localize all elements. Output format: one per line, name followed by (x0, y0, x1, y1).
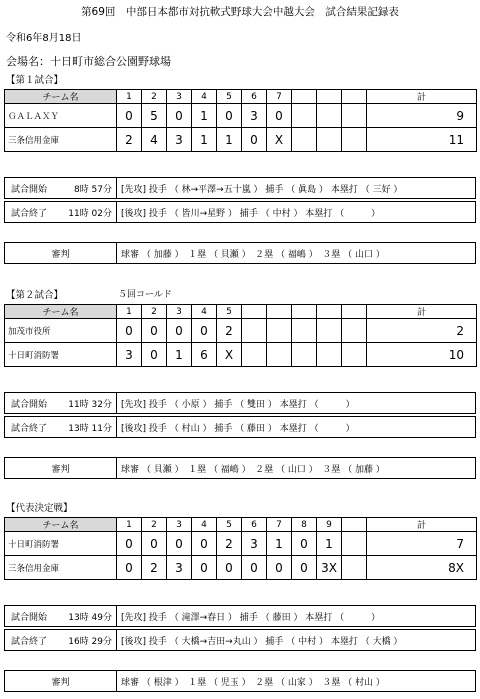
end-time: 11時 02分 (68, 208, 112, 219)
inning-header: 9 (317, 518, 342, 532)
inning-score: 3 (167, 128, 192, 152)
scoreboard-table (4, 517, 477, 580)
end-label: 試合終了 (11, 208, 48, 219)
venue-name: 会場名：十日町市総合公園野球場 (6, 55, 171, 68)
inning-header (317, 305, 342, 319)
game-start-row (4, 392, 476, 414)
inning-score: 0 (192, 532, 217, 556)
inning-score (292, 343, 317, 367)
inning-score: 0 (292, 532, 317, 556)
team-total: 7 (367, 532, 477, 556)
end-label: 試合終了 (11, 423, 48, 434)
inning-score: 4 (142, 128, 167, 152)
inning-score: 0 (117, 319, 142, 343)
inning-score: 1 (192, 104, 217, 128)
inning-header: 5 (217, 305, 242, 319)
home-battery: [後攻] 投手 （ 皆川→星野 ） 捕手 （ 中村 ） 本塁打 （ ） (121, 208, 381, 219)
inning-score (342, 343, 367, 367)
visitor-battery: [先攻] 投手 （ 林→平澤→五十嵐 ） 捕手 （ 眞島 ） 本塁打 （ 三好 ） (121, 184, 403, 195)
scoreboard-table (4, 89, 477, 152)
inning-score: 3X (317, 556, 342, 580)
inning-score (292, 104, 317, 128)
team-name: ＧＡＬＡＸＹ (5, 104, 117, 128)
inning-score (317, 128, 342, 152)
team-total: 11 (367, 128, 477, 152)
team-row (5, 319, 477, 343)
inning-score: 2 (142, 556, 167, 580)
inning-score: 0 (142, 319, 167, 343)
game-label: 【代表決定戦】 (6, 503, 73, 514)
umpire-row (4, 242, 476, 264)
inning-header (267, 305, 292, 319)
inning-header: 7 (267, 90, 292, 104)
inning-score: 2 (217, 532, 242, 556)
scoreboard-table (4, 304, 477, 367)
team-total: 8X (367, 556, 477, 580)
umpire-list: 球審 （ 根津 ） １塁 （ 児玉 ） ２塁 （ 山家 ） ３塁 （ 村山 ） (121, 677, 385, 688)
inning-score: 2 (217, 319, 242, 343)
inning-header: 1 (117, 90, 142, 104)
inning-header: 1 (117, 305, 142, 319)
inning-score: 0 (167, 532, 192, 556)
game-label: 【第１試合】 (6, 75, 64, 86)
inning-score (342, 532, 367, 556)
start-time: 8時 57分 (73, 184, 112, 195)
inning-header (242, 305, 267, 319)
inning-header: 4 (192, 305, 217, 319)
inning-score (242, 319, 267, 343)
inning-header: 7 (267, 518, 292, 532)
inning-score: 0 (267, 104, 292, 128)
game-note: ５回コールド (118, 290, 172, 300)
umpire-row (4, 457, 476, 479)
inning-header: 5 (217, 518, 242, 532)
umpire-label: 審判 (51, 464, 70, 475)
total-header: 計 (367, 90, 477, 104)
team-name: 加茂市役所 (5, 319, 117, 343)
scoreboard-header-row (5, 90, 477, 104)
inning-score: 0 (292, 556, 317, 580)
start-label: 試合開始 (11, 184, 48, 195)
inning-score (267, 343, 292, 367)
inning-score: 0 (192, 319, 217, 343)
umpire-label: 審判 (51, 677, 70, 688)
inning-header (342, 90, 367, 104)
inning-score: 0 (142, 343, 167, 367)
home-battery: [後攻] 投手 （ 大橋→吉田→丸山 ） 捕手 （ 中村 ） 本塁打 （ 大橋 ） (121, 636, 403, 647)
inning-header (342, 518, 367, 532)
inning-header: 3 (167, 305, 192, 319)
umpire-list: 球審 （ 貝瀬 ） １塁 （ 福嶋 ） ２塁 （ 山口 ） ３塁 （ 加藤 ） (121, 464, 385, 475)
inning-score: 3 (242, 104, 267, 128)
inning-score: 0 (117, 532, 142, 556)
team-name: 十日町消防署 (5, 343, 117, 367)
end-label: 試合終了 (11, 636, 48, 647)
inning-score: 1 (317, 532, 342, 556)
inning-score: 0 (242, 128, 267, 152)
total-header: 計 (367, 518, 477, 532)
team-row (5, 104, 477, 128)
inning-score: 0 (242, 556, 267, 580)
start-time: 11時 32分 (68, 399, 112, 410)
inning-header: 3 (167, 518, 192, 532)
game-end-row (4, 629, 476, 651)
inning-header: 2 (142, 90, 167, 104)
inning-score: 3 (117, 343, 142, 367)
end-time: 13時 11分 (68, 423, 112, 434)
team-row (5, 556, 477, 580)
inning-score: 0 (267, 556, 292, 580)
inning-score: 5 (142, 104, 167, 128)
inning-header: 2 (142, 305, 167, 319)
inning-score: 0 (167, 319, 192, 343)
game-start-row (4, 177, 476, 199)
inning-score (317, 343, 342, 367)
inning-score: 3 (242, 532, 267, 556)
inning-header: 6 (242, 518, 267, 532)
inning-score: 0 (167, 104, 192, 128)
inning-score: 0 (192, 556, 217, 580)
start-label: 試合開始 (11, 612, 48, 623)
scoreboard-header-row (5, 518, 477, 532)
game-label: 【第２試合】 (6, 290, 64, 301)
inning-score: 0 (217, 104, 242, 128)
inning-score (342, 319, 367, 343)
inning-header: 5 (217, 90, 242, 104)
total-header: 計 (367, 305, 477, 319)
team-header: チーム名 (5, 305, 117, 319)
inning-score: X (267, 128, 292, 152)
inning-score (242, 343, 267, 367)
document-title: 第69回 中部日本都市対抗軟式野球大会中越大会 試合結果記録表 (81, 6, 399, 18)
team-name: 三条信用金庫 (5, 556, 117, 580)
team-total: 2 (367, 319, 477, 343)
inning-header (292, 90, 317, 104)
inning-header: 4 (192, 518, 217, 532)
inning-score: X (217, 343, 242, 367)
team-header: チーム名 (5, 90, 117, 104)
scoreboard-header-row (5, 305, 477, 319)
inning-score: 1 (167, 343, 192, 367)
visitor-battery: [先攻] 投手 （ 滝澤→春日 ） 捕手 （ 藤田 ） 本塁打 （ ） (121, 612, 381, 623)
game-start-row (4, 605, 476, 627)
inning-header: 1 (117, 518, 142, 532)
inning-score (292, 128, 317, 152)
game-end-row (4, 201, 476, 223)
team-row (5, 128, 477, 152)
inning-score: 1 (267, 532, 292, 556)
inning-header (342, 305, 367, 319)
inning-score (317, 319, 342, 343)
inning-score: 6 (192, 343, 217, 367)
end-time: 16時 29分 (68, 636, 112, 647)
inning-score (342, 556, 367, 580)
inning-header: 4 (192, 90, 217, 104)
inning-score: 0 (117, 556, 142, 580)
start-label: 試合開始 (11, 399, 48, 410)
inning-score: 1 (192, 128, 217, 152)
inning-score (317, 104, 342, 128)
inning-score: 2 (117, 128, 142, 152)
umpire-list: 球審 （ 加藤 ） １塁 （ 貝瀬 ） ２塁 （ 福嶋 ） ３塁 （ 山口 ） (121, 249, 385, 260)
inning-score (342, 128, 367, 152)
inning-score (292, 319, 317, 343)
team-name: 三条信用金庫 (5, 128, 117, 152)
inning-header: 6 (242, 90, 267, 104)
inning-header (317, 90, 342, 104)
game-date: 令和6年8月18日 (6, 33, 82, 44)
inning-header (292, 305, 317, 319)
inning-score (342, 104, 367, 128)
inning-score: 0 (142, 532, 167, 556)
inning-score (267, 319, 292, 343)
team-total: 9 (367, 104, 477, 128)
team-total: 10 (367, 343, 477, 367)
team-row (5, 343, 477, 367)
inning-header: 3 (167, 90, 192, 104)
inning-score: 3 (167, 556, 192, 580)
visitor-battery: [先攻] 投手 （ 小原 ） 捕手 （ 雙田 ） 本塁打 （ ） (121, 399, 355, 410)
inning-score: 0 (217, 556, 242, 580)
team-row (5, 532, 477, 556)
game-end-row (4, 416, 476, 438)
team-name: 十日町消防署 (5, 532, 117, 556)
inning-header: 2 (142, 518, 167, 532)
umpire-label: 審判 (51, 249, 70, 260)
team-header: チーム名 (5, 518, 117, 532)
start-time: 13時 49分 (68, 612, 112, 623)
umpire-row (4, 670, 476, 692)
inning-score: 1 (217, 128, 242, 152)
home-battery: [後攻] 投手 （ 村山 ） 捕手 （ 藤田 ） 本塁打 （ ） (121, 423, 355, 434)
inning-score: 0 (117, 104, 142, 128)
inning-header: 8 (292, 518, 317, 532)
